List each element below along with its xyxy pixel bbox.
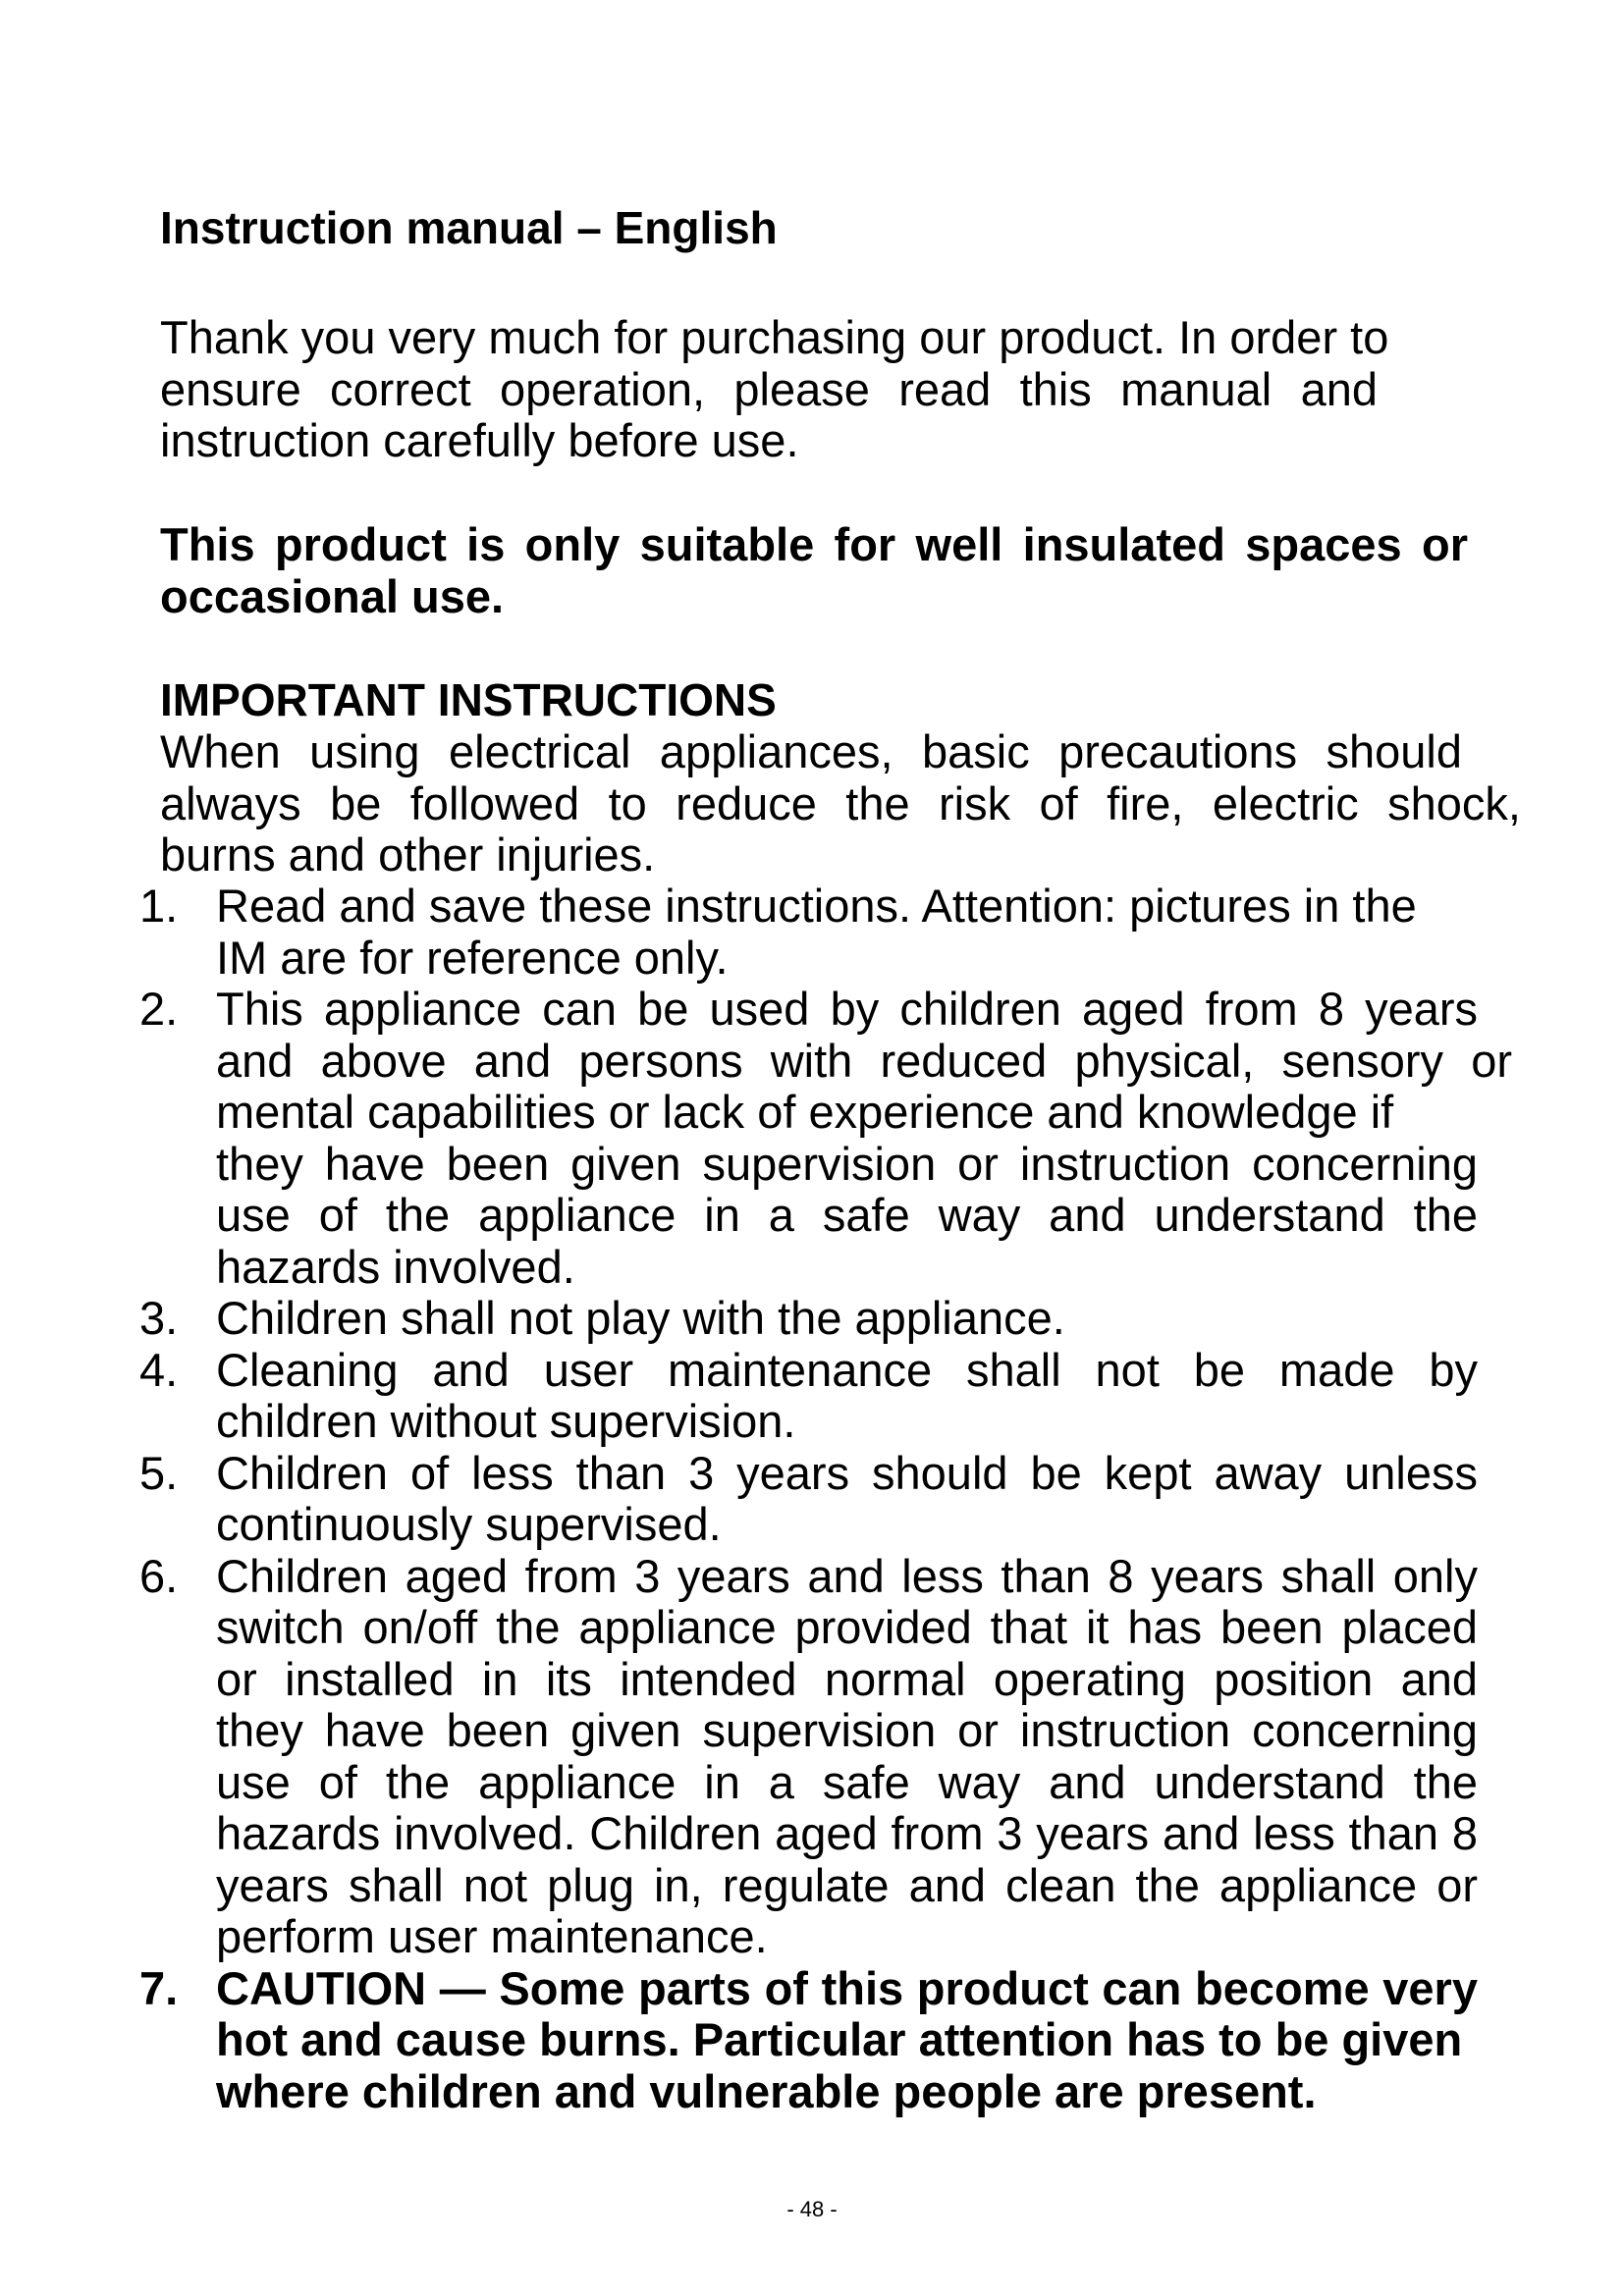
intro-line: ensure correct operation, please read this manual and [160,362,1378,415]
caution-line: where children and vulnerable people are present. [216,2064,1317,2117]
lead-line: burns and other injuries. [160,828,656,881]
item-number: 4. [139,1343,179,1396]
item-line: continuously supervised. [216,1498,722,1550]
section-heading: IMPORTANT INSTRUCTIONS [160,674,777,725]
item-line: use of the appliance in a safe way and understand the [216,1755,1478,1808]
item-line: hazards involved. [216,1240,575,1293]
item-line: they have been given supervision or instruction concerning [216,1137,1478,1190]
list-item [139,1448,1514,1551]
item-line: switch on/off the appliance provided that it has been placed [216,1601,1478,1653]
item-line: or installed in its intended normal operating position and [216,1652,1478,1705]
item-line: Children of less than 3 years should be kept away unless [216,1446,1478,1499]
item-number: 6. [139,1549,179,1602]
list-item [139,881,1514,984]
item-line: Read and save these instructions. Attention: pictures in the [216,880,1417,932]
intro-paragraph [160,311,1389,467]
item-line: Children aged from 3 years and less than 8 years shall only [216,1549,1478,1602]
item-line: perform user maintenance. [216,1910,768,1962]
item-number: 5. [139,1446,179,1499]
item-line: Cleaning and user maintenance shall not be made by [216,1343,1478,1396]
item-line: hazards involved. Children aged from 3 years and less than 8 [216,1807,1478,1859]
list-item [139,1345,1514,1448]
safety-lead-paragraph [160,726,1521,881]
item-line: children without supervision. [216,1395,796,1447]
intro-line: Thank you very much for purchasing our product. In order to [160,311,1389,363]
item-number: 1. [139,880,179,932]
intro-line: instruction carefully before use. [160,414,799,466]
list-item [139,1293,1514,1345]
list-item [139,984,1514,1293]
list-item [139,1551,1514,1963]
caution-item [139,1963,1514,2118]
caution-line: hot and cause burns. Particular attention has to be given [216,2013,1463,2065]
page-number: - 48 - [786,2197,838,2221]
caution-line: CAUTION — Some parts of this product can become very [216,1961,1478,2014]
item-number: 2. [139,983,179,1035]
item-line: use of the appliance in a safe way and understand the [216,1189,1478,1241]
item-number: 3. [139,1292,179,1344]
item-line: and above and persons with reduced physical, sensory or [216,1034,1512,1087]
item-line: years shall not plug in, regulate and clean the appliance or [216,1858,1478,1911]
page-title: Instruction manual – English [160,202,778,253]
item-line: they have been given supervision or instruction concerning [216,1704,1478,1756]
item-line: mental capabilities or lack of experience and knowledge if [216,1086,1394,1138]
notice-line: occasional use. [160,570,505,622]
instruction-list [139,881,1514,2117]
item-line: Children shall not play with the appliance. [216,1292,1065,1344]
lead-line: always be followed to reduce the risk of fire, electric shock, [160,776,1521,829]
notice-line: This product is only suitable for well insulated spaces or [160,518,1468,570]
usage-notice [160,518,1468,622]
item-line: This appliance can be used by children aged from 8 years [216,983,1478,1035]
item-number: 7. [139,1961,179,2014]
item-line: IM are for reference only. [216,931,729,984]
lead-line: When using electrical appliances, basic precautions should [160,725,1462,777]
